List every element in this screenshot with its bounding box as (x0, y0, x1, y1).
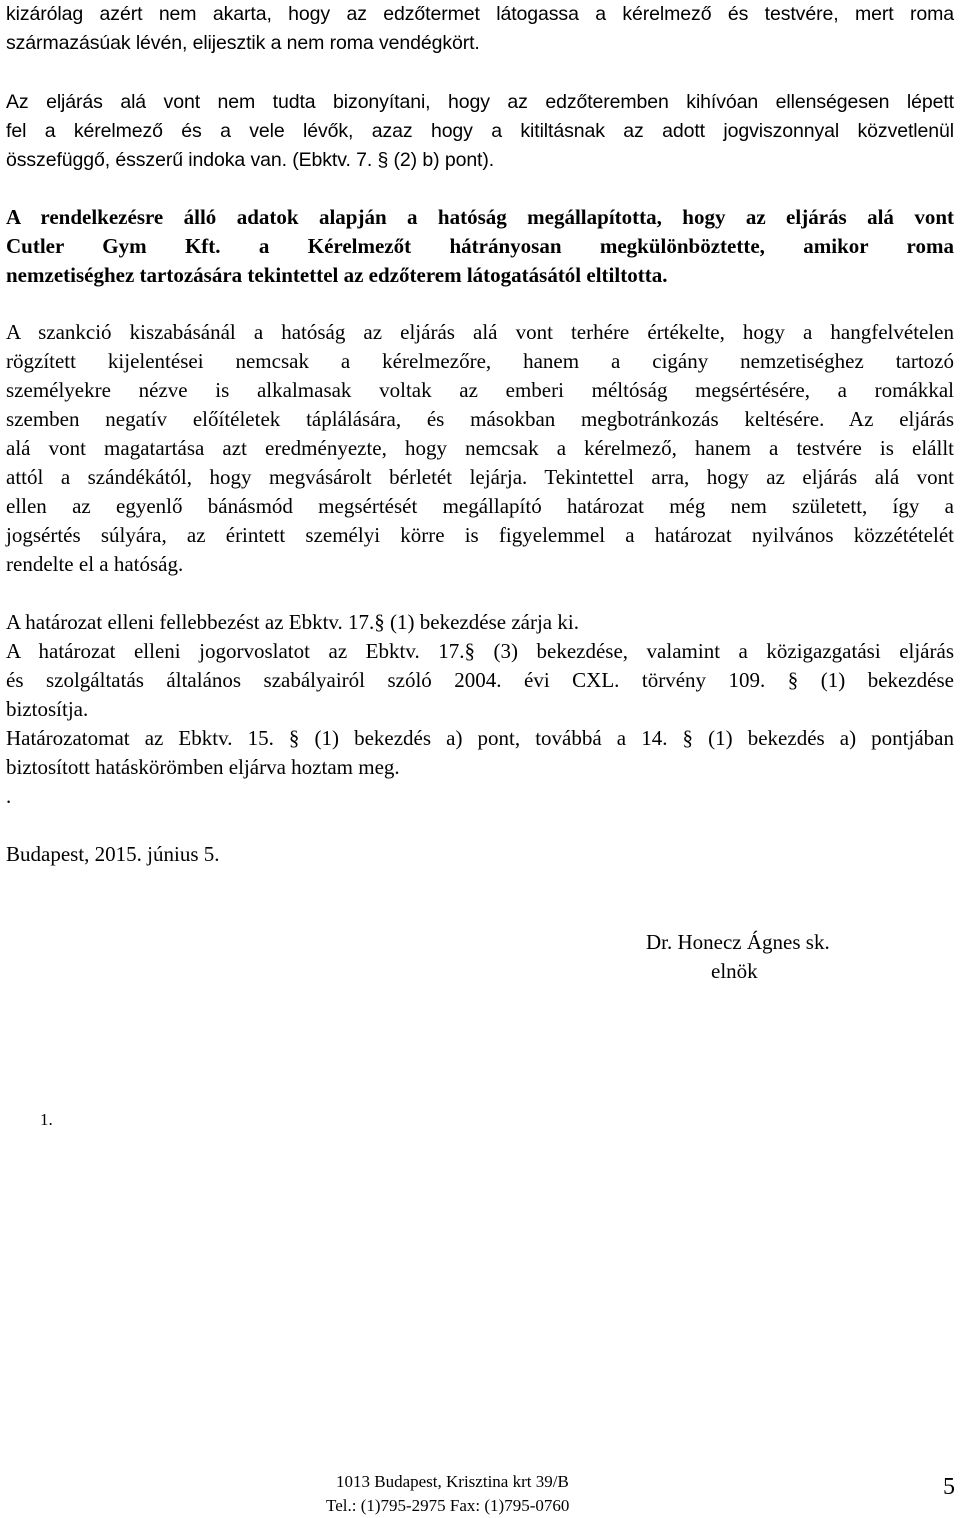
text-line: . (6, 784, 12, 808)
text-line: rögzített kijelentései nemcsak a kérelmezőre, hanem a cigány nemzetiséghez tartozó (6, 349, 954, 373)
text-line: Cutler Gym Kft. a Kérelmezőt hátrányosan megkülönböztette, amikor roma (6, 234, 954, 258)
text-line: és szolgáltatás általános szabályairól szóló 2004. évi CXL. törvény 109. § (1) bekezdése (6, 668, 954, 692)
text-line: szemben negatív előítéletek táplálására, és másokban megbotránkozás keltésére. Az eljárás (6, 407, 954, 431)
text-line: jogsértés súlyára, az érintett személyi körre is figyelemmel a határozat nyilvános közzétételét (6, 523, 954, 547)
text-line: Az eljárás alá vont nem tudta bizonyítani, hogy az edzőteremben kihívóan ellenségesen lépett (6, 91, 954, 113)
text-line: fel a kérelmező és a vele lévők, azaz hogy a kitiltásnak az adott jogviszonnyal közvetlenül (6, 120, 954, 142)
text-line: attól a szándékától, hogy megvásárolt bérletét lejárja. Tekintettel arra, hogy az eljárás alá vont (6, 465, 954, 489)
signature-name: Dr. Honecz Ágnes sk. (646, 930, 830, 954)
paragraph-5-legal-remedy (6, 608, 954, 811)
text-line: származásúak lévén, elijesztik a nem roma vendégkört. (6, 32, 480, 54)
attachment-number: 1. (40, 1110, 53, 1129)
text-line: biztosítja. (6, 697, 89, 721)
paragraph-1 (6, 0, 954, 58)
text-line: A határozat elleni jogorvoslatot az Ebktv. 17.§ (3) bekezdése, valamint a közigazgatási eljárás (6, 639, 954, 663)
text-line: biztosított hatáskörömben eljárva hoztam meg. (6, 755, 400, 779)
text-line: személyekre nézve is alkalmasak voltak az emberi méltóság megsértésére, a romákkal (6, 378, 954, 402)
paragraph-4-sanction (6, 318, 954, 579)
text-line: kizárólag azért nem akarta, hogy az edzőtermet látogassa a kérelmező és testvére, mert roma (6, 3, 954, 25)
text-line: A határozat elleni fellebbezést az Ebktv. 17.§ (1) bekezdése zárja ki. (6, 610, 579, 634)
footer-contact: Tel.: (1)795-2975 Fax: (1)795-0760 (326, 1496, 570, 1515)
place-and-date: Budapest, 2015. június 5. (6, 842, 220, 866)
text-line: nemzetiséghez tartozására tekintettel az edzőterem látogatásától eltiltotta. (6, 263, 668, 287)
text-line: A szankció kiszabásánál a hatóság az eljárás alá vont terhére értékelte, hogy a hangfelvételen (6, 320, 954, 344)
text-line: rendelte el a hatóság. (6, 552, 184, 576)
paragraph-2 (6, 88, 954, 175)
page-number: 5 (943, 1474, 955, 1500)
paragraph-3-decision (6, 203, 954, 290)
footer-address: 1013 Budapest, Krisztina krt 39/B (336, 1472, 569, 1491)
text-line: A rendelkezésre álló adatok alapján a hatóság megállapította, hogy az eljárás alá vont (6, 205, 954, 229)
text-line: alá vont magatartása azt eredményezte, hogy nemcsak a kérelmező, hanem a testvére is elállt (6, 436, 954, 460)
text-line: összefüggő, ésszerű indoka van. (Ebktv. 7. § (2) b) pont). (6, 149, 495, 171)
text-line: ellen az egyenlő bánásmód megsértését megállapító határozat még nem született, így a (6, 494, 954, 518)
text-line: Határozatomat az Ebktv. 15. § (1) bekezdés a) pont, továbbá a 14. § (1) bekezdés a) pontjában (6, 726, 954, 750)
signature-role: elnök (711, 959, 758, 983)
